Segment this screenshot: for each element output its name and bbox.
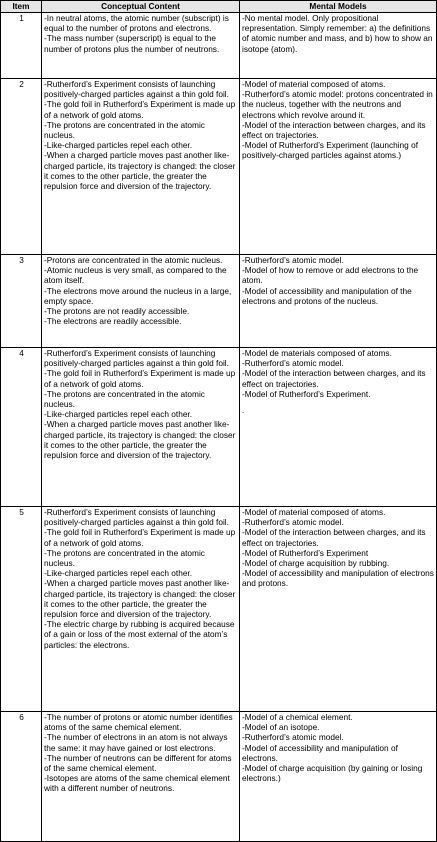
- mental-model-statement: -Model of an isotope.: [242, 722, 320, 733]
- mental-models-cell: [240, 348, 437, 507]
- conceptual-statement: -Protons are concentrated in the atomic nucleus.: [44, 255, 223, 265]
- mental-models-cell: [240, 13, 437, 79]
- conceptual-statement: -Like-charged particles repel each other.: [44, 568, 193, 579]
- conceptual-statement: -Rutherford’s Experiment consists of launching positively-charged particles against a thin gold foil.: [44, 507, 229, 528]
- table-row: [1, 255, 437, 348]
- table-row: [1, 79, 437, 255]
- conceptual-statement: -The mass number (superscript) is equal to the number of protons plus the number of neutrons.: [44, 33, 220, 54]
- conceptual-content-cell: [42, 507, 240, 712]
- mental-models-cell: [240, 79, 437, 255]
- table-row: [1, 348, 437, 507]
- conceptual-statement: -Rutherford’s Experiment consists of launching positively-charged particles against a thin gold foil.: [44, 79, 229, 100]
- table-row: [1, 507, 437, 712]
- table-row: [1, 13, 437, 79]
- mental-model-statement: -Rutherford’s atomic model.: [242, 732, 344, 743]
- mental-model-statement: -No mental model. Only propositional representation. Simply remember: a) the definitions of atomic number and mass, and b) how to show an isotope (atom).: [242, 13, 433, 54]
- mental-model-statement: -Model of material composed of atoms.: [242, 79, 386, 89]
- conceptual-content-cell: [42, 255, 240, 348]
- mental-model-statement: -Model of charge acquisition by rubbing.: [242, 558, 390, 569]
- mental-model-statement: -Model of charge acquisition (by gaining or losing electrons.): [242, 763, 423, 784]
- mental-model-statement: -Rutherford’s atomic model.: [242, 358, 344, 369]
- mental-model-statement: -Model of the interaction between charges, and its effect on trajectories.: [242, 527, 426, 548]
- mental-model-statement: -Model of the interaction between charges, and its effect on trajectories.: [242, 119, 426, 141]
- conceptual-content-cell: [42, 13, 240, 79]
- conceptual-statement: -Rutherford’s Experiment consists of launching positively-charged particles against a thin gold foil.: [44, 348, 229, 369]
- mental-model-statement: -Model of the interaction between charges, and its effect on trajectories.: [242, 368, 426, 389]
- header-conceptual-content: Conceptual Content: [42, 1, 240, 13]
- mental-model-statement: -Model de materials composed of atoms.: [242, 348, 392, 358]
- mental-model-statement: -Model of Rutherford’s Experiment.: [242, 388, 371, 399]
- conceptual-statement: -The number of neutrons can be different for atoms of the same chemical element.: [44, 752, 232, 774]
- conceptual-statement: -The protons are concentrated in the atomic nucleus.: [44, 388, 205, 410]
- header-row: [1, 1, 437, 13]
- item-number: 3: [1, 255, 42, 348]
- item-number: 6: [1, 712, 42, 842]
- mental-models-cell: [240, 712, 437, 842]
- conceptual-statement: -When a charged particle moves past another like-charged particle, its trajectory is changed: the closer it comes to the other particle, the greater the repulsion force and diversion of the trajectory.: [44, 578, 236, 620]
- conceptual-statement: -The protons are concentrated in the atomic nucleus.: [44, 119, 205, 141]
- conceptual-statement: -The electrons are readily accessible.: [44, 316, 182, 327]
- mental-model-statement: -Model of material composed of atoms.: [242, 507, 386, 517]
- conceptual-content-cell: [42, 348, 240, 507]
- table-row: [1, 712, 437, 842]
- mental-model-statement: -Rutherford’s atomic model: protons concentrated in the nucleus, together with the neutrons and electrons which revolve around it.: [242, 89, 433, 120]
- mental-model-statement: -Model of accessibility and manipulation of electrons.: [242, 742, 398, 763]
- conceptual-statement: -Isotopes are atoms of the same chemical element with a different number of neutrons.: [44, 773, 230, 794]
- conceptual-statement: -The protons are concentrated in the atomic nucleus.: [44, 547, 205, 569]
- conceptual-statement: -The protons are not readily accessible.: [44, 306, 190, 317]
- item-number: 1: [1, 13, 42, 79]
- mental-model-statement: -Model of Rutherford’s Experiment: [242, 547, 369, 558]
- conceptual-statement: -Like-charged particles repel each other.: [44, 140, 193, 151]
- mental-model-statement: -Model of how to remove or add electrons to the atom.: [242, 265, 419, 286]
- mental-models-cell: [240, 507, 437, 712]
- conceptual-statement: -When a charged particle moves past another like-charged particle, its trajectory is changed: the closer it comes to the other particle, the greater the repulsion force and diversion of the trajectory.: [44, 419, 236, 461]
- header-item: Item: [1, 1, 42, 13]
- conceptual-statement: -The gold foil in Rutherford’s Experiment is made up of a network of gold atoms.: [44, 368, 236, 389]
- conceptual-statement: -The electrons move around the nucleus in a large, empty space.: [44, 285, 232, 306]
- header-mental-models: Mental Models: [240, 1, 437, 13]
- mental-model-statement: -Model of accessibility and manipulation of electrons and protons.: [242, 568, 434, 589]
- item-number: 5: [1, 507, 42, 712]
- mental-model-statement: -Model of Rutherford’s Experiment (launching of positively-charged particles against atoms.): [242, 140, 419, 161]
- conceptual-statement: -The gold foil in Rutherford’s Experiment is made up of a network of gold atoms.: [44, 527, 236, 548]
- conceptual-statement: -The number of protons or atomic number identifies atoms of the same chemical element.: [44, 712, 233, 733]
- conceptual-statement: -Atomic nucleus is very small, as compared to the atom itself.: [44, 265, 227, 286]
- conceptual-statement: -The gold foil in Rutherford’s Experiment is made up of a network of gold atoms.: [44, 99, 236, 120]
- item-number: 4: [1, 348, 42, 507]
- mental-model-statement: -Rutherford’s atomic model.: [242, 255, 344, 265]
- conceptual-statement: -In neutral atoms, the atomic number (subscript) is equal to the number of protons and electrons.: [44, 13, 229, 34]
- item-number: 2: [1, 79, 42, 255]
- conceptual-statement: -When a charged particle moves past another like-charged particle, its trajectory is changed: the closer it comes to the other particle, the greater the repulsion force and diversion of the trajectory.: [44, 150, 236, 192]
- conceptual-content-cell: [42, 712, 240, 842]
- mental-model-statement: -Model of accessibility and manipulation of the electrons and protons of the nucleus.: [242, 285, 412, 306]
- mental-models-cell: [240, 255, 437, 348]
- conceptual-statement: -The number of electrons in an atom is not always the same: it may have gained or lost electrons.: [44, 732, 228, 753]
- conceptual-content-cell: [42, 79, 240, 255]
- mental-model-statement: -Model of a chemical element.: [242, 712, 353, 722]
- conceptual-statement: -The electric charge by rubbing is acquired because of a gain or loss of the most external of the atom’s particles: the electrons.: [44, 619, 235, 650]
- trailing-mark: .: [242, 405, 245, 416]
- mental-model-statement: -Rutherford’s atomic model.: [242, 517, 344, 528]
- conceptual-statement: -Like-charged particles repel each other.: [44, 409, 193, 420]
